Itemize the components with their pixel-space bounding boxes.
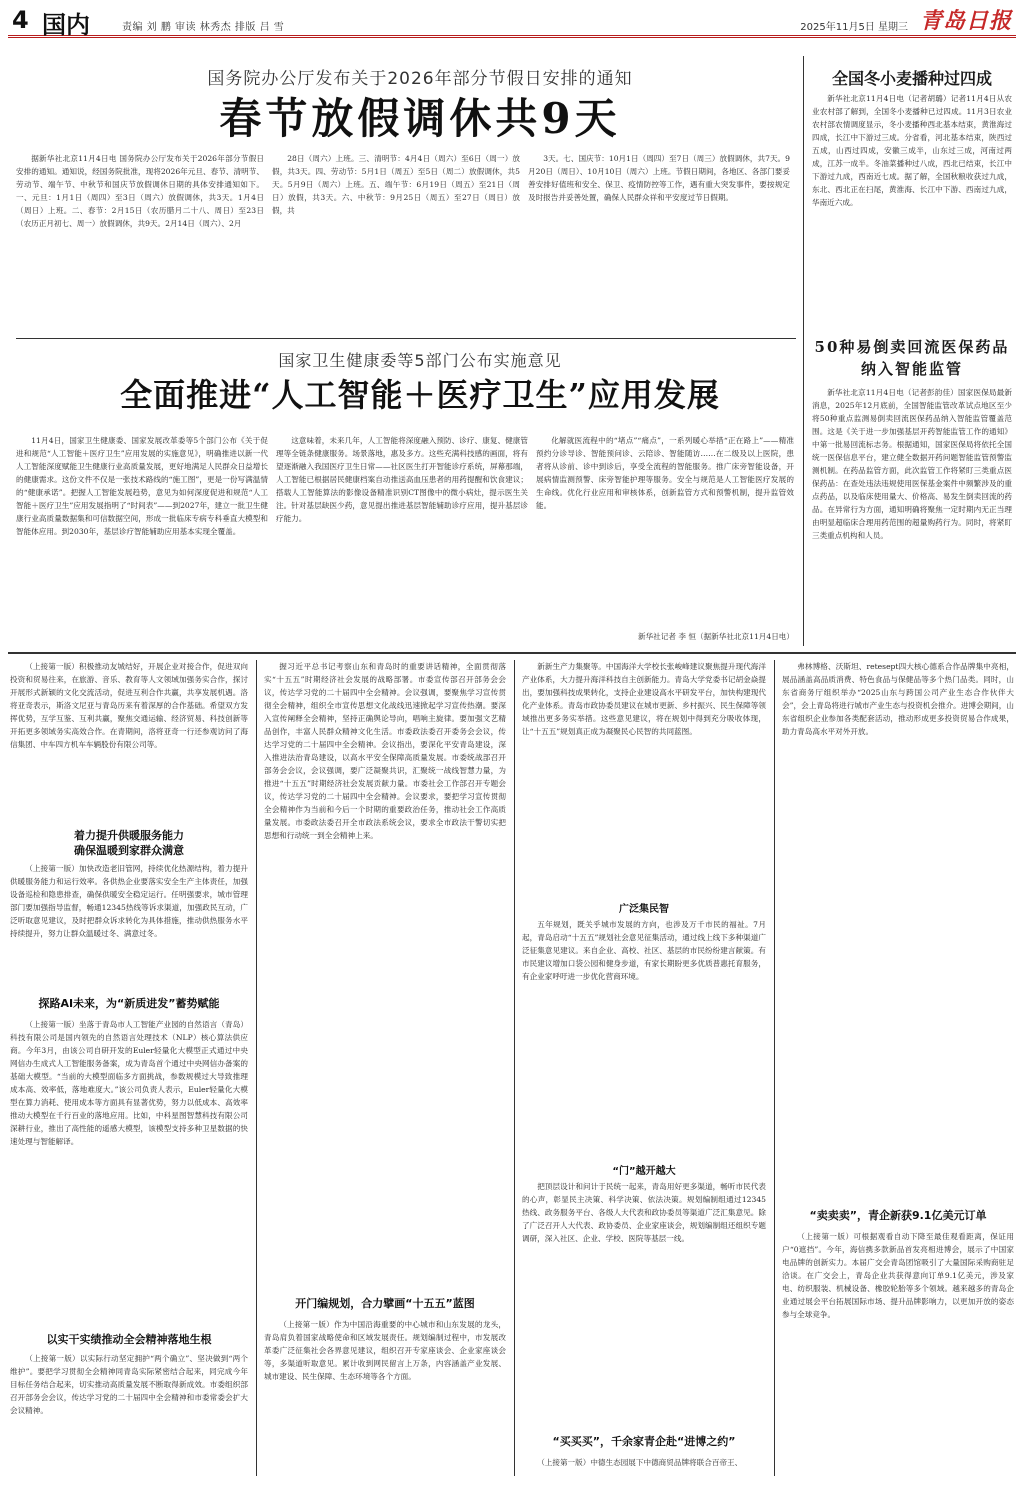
heating-service-body: （上接第一版）加快改造老旧管网，持续优化热源结构，着力提升供暖服务能力和运行效率。各供热企业要落实安全生产主体责任，加强设备巡检和隐患排查，确保供暖安全稳定运行。任明强要求，城市管理部门要加强指导监督，畅通12345热线等诉求渠道，加强政民互动，广泛听取意见建议，及时把群众诉求转化为具体措施，推动供热服务水平持续提升，努力让群众温暖过冬、满意过冬。 bbox=[10, 864, 248, 938]
page-number: 4 bbox=[12, 6, 29, 34]
heating-service-headline: 着力提升供暖服务能力 确保温暖到家群众满意 bbox=[74, 829, 184, 857]
gather-wisdom-headline: 广泛集民智 bbox=[619, 904, 669, 915]
column-divider bbox=[256, 660, 257, 1476]
plenum-spirit-headline: 以实干实绩推动全会精神落地生根 bbox=[46, 1333, 212, 1346]
editor-credits: 责编 刘 鹏 审读 林秀杰 排版 吕 雪 bbox=[122, 22, 285, 33]
story1-kicker: 国务院办公厅发布关于2026年部分节假日安排的通知 bbox=[207, 69, 633, 89]
newspaper-logo: 青岛日报 bbox=[919, 8, 1012, 34]
story1-column-1: 据新华社北京11月4日电 国务院办公厅发布关于2026年部分节假日安排的通知。通知说，经国务院批准，现将2026年元旦、春节、清明节、劳动节、端午节、中秋节和国庆节放假调休日期的具体安排通知如下。一、元旦：1月1日（周四）至3日（周六）放假调休，共3天。1月4日（周日）上班。二、春节：2月15日（农历腊月二十八、周日）至23日（农历正月初七、周一）放假调休，共9天。2月14日（周六）、2月 bbox=[16, 154, 264, 228]
sales-orders-body: （上接第一版）可根据观看自动下降至最佳观看距离，保证用户“0遮挡”。今年，海信携多款新品首发亮相进博会，展示了中国家电品牌的创新实力。本届广交会青岛团馆吸引了大量国际采购商驻足洽谈。在广交会上，青岛企业共获得意向订单9.1亿美元，涉及家电、纺织服装、机械设备、橡胶轮胎等多个领域。越来越多的青岛企业通过展会平台拓展国际市场、提升品牌影响力，以更加开放的姿态参与全球竞争。 bbox=[782, 1232, 1014, 1319]
lower-col2-body: 握习近平总书记考察山东和青岛时的重要讲话精神，全面贯彻落实“十五五”时期经济社会发展的战略部署。市委宣传部召开部务会会议，传达学习党的二十届四中全会精神。会议强调，要聚焦学习宣传贯彻全会精神，组织全市宣传思想文化战线迅速掀起学习宣传热潮。要深入宣传阐释全会精神，坚持正确舆论导向，唱响主旋律。要加强文艺精品创作，丰富人民群众精神文化生活。市委政法委召开委务会会议，传达学习党的二十届四中全会精神。会议指出，要深化平安青岛建设，深入推进法治青岛建设，以高水平安全保障高质量发展。市委统战部召开部务会会议，会议强调，要广泛凝聚共识，汇聚统一战线智慧力量，为推进“十五五”时期经济社会发展贡献力量。市委社会工作部召开专题会议，传达学习党的二十届四中全会精神。会议要求，要把学习宣传贯彻全会精神作为当前和今后一个时期的重要政治任务，推动社会工作高质量发展。市委政法委召开全市政法系统会议，要求全市政法干警切实把思想和行动统一到全会精神上来。 bbox=[264, 662, 506, 840]
column-divider bbox=[514, 660, 515, 1476]
story2-column-2: 这意味着，未来几年，人工智能将深度融入预防、诊疗、康复、健康管理等全链条健康服务。场景落地，惠及多方。这些充满科技感的画面，将有望逐渐融入我国医疗卫生日常——社区医生打开智能诊疗系统，屏幕那端，人工智能已根据居民健康档案自动推送高血压患者的用药提醒和饮食建议；搭载人工智能算法的影像设备精准识别CT图像中的微小病灶，提示医生关注。针对基层缺医少药，意见提出推进基层智能辅助诊疗应用，提升基层诊疗能力。 bbox=[276, 436, 528, 523]
ai-future-headline: 探路AI未来，为“新质进发”蓄势赋能 bbox=[38, 997, 220, 1010]
story1-column-2: 28日（周六）上班。三、清明节：4月4日（周六）至6日（周一）放假，共3天。四、劳动节：5月1日（周五）至5日（周二）放假调休，共5天。5月9日（周六）上班。五、端午节：6月19日（周五）至21日（周日）放假，共3天。六、中秋节：9月25日（周五）至27日（周日）放假，共 bbox=[272, 154, 520, 215]
lower-col4-body: 弗林博格、沃斯坦、retesept四大核心德系合作品牌集中亮相，展品涵盖高品质消费、特色食品与保健品等多个热门品类。同时，山东省商务厅组织举办“2025山东与跨国公司产业生态合作伙伴大会”，会上青岛将进行城市产业生态与投资机会推介。进博会期间，山东省组织企业参加各类配套活动，推动形成更多投资贸易合作成果，助力青岛高水平对外开放。 bbox=[782, 662, 1014, 736]
wheat-sowing-headline: 全国冬小麦播种过四成 bbox=[831, 69, 992, 88]
medicine-supervision-headline: 50种易倒卖回流医保药品纳入智能监管 bbox=[814, 338, 1010, 378]
sales-orders-headline: “卖卖卖”，青企新获9.1亿美元订单 bbox=[809, 1209, 987, 1222]
column-divider bbox=[774, 660, 775, 1476]
section-divider bbox=[8, 652, 1016, 654]
masthead bbox=[8, 4, 1016, 38]
story2-headline: 全面推进“人工智能＋医疗卫生”应用发展 bbox=[120, 376, 720, 414]
story2-kicker: 国家卫生健康委等5部门公布实施意见 bbox=[278, 351, 562, 370]
lower-col3-body: 新新生产力集聚等。中国海洋大学校长张峻峰建议聚焦提升现代海洋产业体系，大力提升海洋科技自主创新能力。青岛大学党委书记胡金焱提出，要加强科技成果转化，支持企业建设高水平研发平台，加快构建现代化产业体系。青岛市政协委员建议在城市更新、乡村振兴、民生保障等领域推出更多务实举措。这些意见建议，将在规划中得到充分吸收体现，让“十五五”规划真正成为凝聚民心民智的共同蓝图。 bbox=[522, 662, 766, 736]
story2-column-1: 11月4日，国家卫生健康委、国家发展改革委等5个部门公布《关于促进和规范“人工智能＋医疗卫生”应用发展的实施意见》，明确推进以新一代人工智能深度赋能卫生健康行业高质量发展，更好地满足人民群众日益增长的健康需求。这份文件不仅是一张技术路线的“施工图”，更是一份写满温情的“健康承诺”。把握人工智能发展趋势，意见为如何深度促进和规范“人工智能＋医疗卫生”应用发展指明了“时间表”——到2027年，建立一批卫生健康行业高质量数据集和可信数据空间，形成一批临床专病专科垂直大模型和智能体应用。到2030年，基层诊疗智能辅助应用基本实现全覆盖。 bbox=[16, 436, 268, 536]
story1-headline: 春节放假调休共9天 bbox=[219, 94, 621, 143]
wheat-sowing-body: 新华社北京11月4日电（记者胡璐）记者11月4日从农业农村部了解到，全国冬小麦播种已过四成。11月3日农业农村部农情调度显示，冬小麦播种西北基本结束，黄淮海过四成，长江中下游过三成。分省看，河北基本结束，陕西过五成，山西过四成，安徽三成半，山东过三成，河南过两成，江苏一成半。冬油菜播种过八成，西北已结束，长江中下游过九成，西南近七成。据了解，全国秋粮收获过九成，东北、西北正在扫尾，黄淮海、长江中下游、西南过九成，华南近六成。 bbox=[812, 94, 1012, 207]
open-door-headline: “门”越开越大 bbox=[612, 1166, 676, 1177]
five-year-plan-headline: 开门编规划，合力擘画“十五五”蓝图 bbox=[295, 1297, 475, 1310]
divider-line bbox=[16, 338, 796, 339]
plenum-spirit-body: （上接第一版）以实际行动坚定拥护“两个确立”、坚决做到“两个维护”。要把学习贯彻全会精神同青岛实际紧密结合起来，同完成今年目标任务结合起来，切实推动高质量发展不断取得新成效。市委组织部召开部务会会议，传达学习党的二十届四中全会精神和市委常委会扩大会议精神。 bbox=[10, 1354, 248, 1415]
import-expo-headline: “买买买”，千余家青企赴“进博之约” bbox=[552, 1435, 736, 1448]
section-name: 国内 bbox=[42, 11, 90, 39]
ai-future-body: （上接第一版）坐落于青岛市人工智能产业园的自然语言（青岛）科技有限公司是国内领先的自然语言处理技术（NLP）核心算法供应商。今年3月，由该公司自研开发的Euler轻量化大模型正式通过中央网信办生成式人工智能服务备案，成为青岛首个通过中央网信办备案的基础大模型。“当前的大模型面临多方面挑战，参数规模过大导致推理成本高、效率低，落地难度大。”该公司负责人表示，Euler轻量化大模型在算力消耗、使用成本等方面具有显著优势，努力以低成本、高效率推动大模型在千行百业的落地应用。比如，中科星图智慧科技有限公司深耕行业，推出了高性能的遥感大模型，该模型支持多种卫星数据的快速处理与智能解译。 bbox=[10, 1020, 248, 1146]
import-expo-body: （上接第一版）中德生态园展下中德商贸品牌将联合百帝王、 bbox=[537, 1458, 743, 1467]
five-year-plan-body: （上接第一版）作为中国沿海重要的中心城市和山东发展的龙头，青岛肩负着国家战略使命和区域发展责任。规划编制过程中，市发展改革委广泛征集社会各界意见建议，组织召开专家座谈会、企业家座谈会等，多渠道听取意见。累计收到网民留言上万条，内容涵盖产业发展、城市建设、民生保障、生态环境等各个方面。 bbox=[264, 1320, 506, 1381]
column-divider bbox=[803, 56, 804, 646]
lower-col1-story-a: （上接第一版）积极推动友城结好，开展企业对接合作，促进双向投资和贸易往来，在旅游、音乐、教育等人文领域加强务实合作，探讨开展形式新颖的文化交流活动，促进互利合作共赢，共享发展机遇。洛将亚奇表示，斯洛文尼亚与青岛历来有着深厚的合作基础。希望双方发挥优势，互学互鉴、互利共赢，聚焦交通运输、经济贸易、科技创新等开拓更多领域务实高效合作。在青期间，洛将亚奇一行还参观访问了海信集团、中车四方机车车辆股份有限公司等。 bbox=[10, 662, 248, 749]
story2-column-3: 化解就医流程中的“堵点”“痛点”，一系列暖心举措“正在路上”——精准预约分诊导诊、智能预问诊、云陪诊、智能随访……在二级及以上医院，患者将从诊前、诊中到诊后，享受全流程的智能服务。推广床旁智能设备，开展病情监测预警、床旁智能护理等服务。安全与规范是人工智能医疗发展的生命线。优化行业应用和审核体系，创新监管方式和预警机制，提升监管效能。 bbox=[536, 436, 794, 510]
gather-wisdom-body: 五年规划，既关乎城市发展的方向，也涉及万千市民的福祉。7月起，青岛启动“十五五”规划社会意见征集活动，通过线上线下多种渠道广泛征集意见建议。来自企业、高校、社区、基层的市民纷纷建言献策。有市民建议增加口袋公园和健身步道，有家长期盼更多优质普惠托育服务，有企业家呼吁进一步优化营商环境。 bbox=[522, 920, 766, 981]
medicine-supervision-body: 新华社北京11月4日电（记者彭韵佳）国家医保局最新消息，2025年12月底前，全国智能监管改革试点地区至少将50种重点监测易倒卖回流医保药品纳入智能监管覆盖范围。这是《关于进一步加强基层开药智能监管工作的通知》中第一批易回流标志务。根据通知，国家医保局将依托全国统一医保信息平台，建立健全数据开药问题智能监管预警监测机制。在药品监管方面，此次监管工作将紧盯三类重点医保药品：在查处违法违规使用医保基金案件中频繁涉及的重点药品，以及临床使用量大、价格高、易发生倒卖回流的药品。在异常行为方面，通知明确将聚焦一定时期内无正当理由明显超临床合理用药范围的超量购药行为。同时，将紧盯三类重点机构和人员。 bbox=[812, 388, 1012, 540]
story2-byline: 新华社记者 李 恒（据新华社北京11月4日电） bbox=[637, 632, 794, 641]
issue-date: 2025年11月5日 星期三 bbox=[800, 22, 908, 33]
story1-column-3: 3天。七、国庆节：10月1日（周四）至7日（周三）放假调休，共7天。9月20日（周日）、10月10日（周六）上班。节假日期间，各地区、各部门要妥善安排好值班和安全、保卫、疫情防控等工作，遇有重大突发事件，要按规定及时报告并妥善处置，确保人民群众祥和平安度过节日假期。 bbox=[528, 154, 790, 202]
open-door-body: 把顶层设计和问计于民统一起来，青岛用好更多渠道，畅听市民代表的心声，彰显民主决策、科学决策、依法决策。规划编制组通过12345热线、政务服务平台、各级人大代表和政协委员等渠道广泛汇集意见。除了广泛召开人大代表、政协委员、企业家座谈会，规划编制组还组织专题调研，深入社区、企业、学校、医院等基层一线。 bbox=[522, 1182, 766, 1243]
